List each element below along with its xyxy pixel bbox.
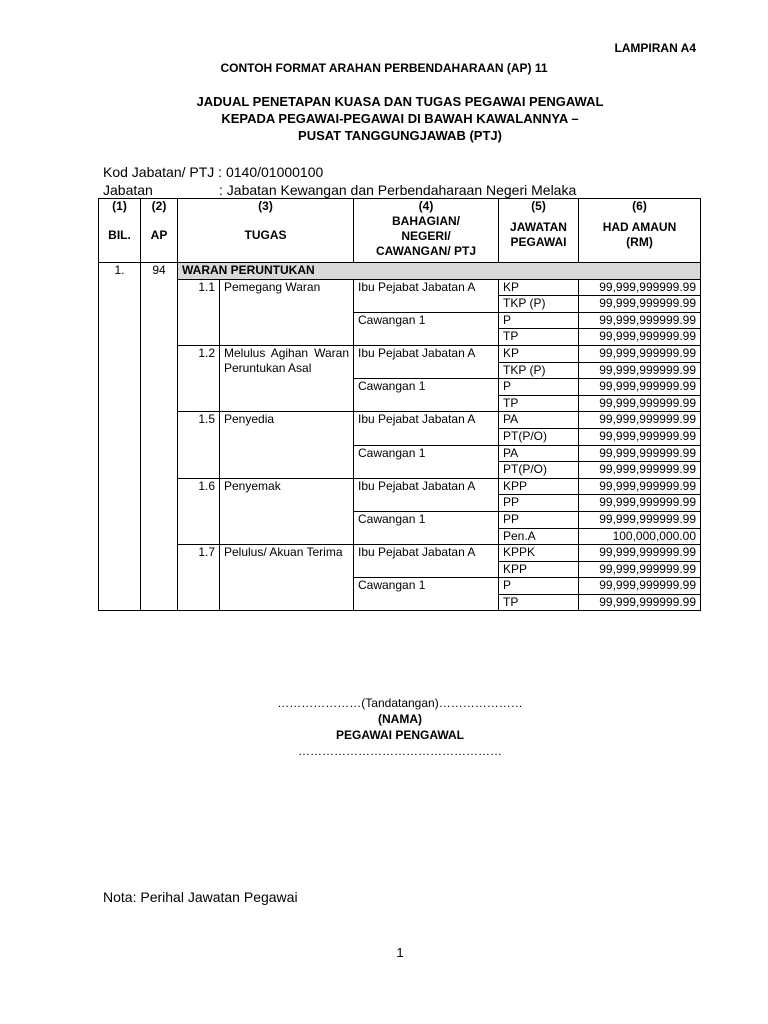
amount-limit: 99,999,999999.99 [579, 578, 701, 595]
department-name-row [103, 181, 576, 199]
document-title [0, 93, 768, 144]
task-name: Melulus Agihan Waran Peruntukan Asal [220, 345, 354, 411]
table-row [99, 478, 701, 495]
position-code: TP [499, 395, 579, 412]
position-code: PT(P/O) [499, 428, 579, 445]
task-name: Penyemak [220, 478, 354, 544]
unit-name: Ibu Pejabat Jabatan A [354, 279, 499, 312]
attachment-label: LAMPIRAN A4 [614, 41, 696, 55]
table-body [99, 263, 701, 611]
position-code: PT(P/O) [499, 462, 579, 479]
title-line-3: PUSAT TANGGUNGJAWAB (PTJ) [298, 128, 502, 143]
table-header-row [99, 199, 701, 263]
unit-name: Cawangan 1 [354, 312, 499, 345]
position-code: KPPK [499, 545, 579, 562]
table-row [99, 545, 701, 562]
amount-limit: 99,999,999999.99 [579, 296, 701, 313]
unit-name: Cawangan 1 [354, 511, 499, 544]
amount-limit: 99,999,999999.99 [579, 511, 701, 528]
section-row [99, 263, 701, 280]
task-number: 1.5 [178, 412, 220, 478]
table-row [99, 279, 701, 296]
amount-limit: 99,999,999999.99 [579, 412, 701, 429]
format-title: CONTOH FORMAT ARAHAN PERBENDAHARAAN (AP) 11 [220, 61, 548, 75]
department-label: Jabatan [103, 182, 153, 198]
signature-name: (NAMA) [378, 712, 422, 726]
table-row [99, 345, 701, 362]
task-number: 1.6 [178, 478, 220, 544]
amount-limit: 99,999,999999.99 [579, 428, 701, 445]
amount-limit: 100,000,000.00 [579, 528, 701, 545]
position-code: TKP (P) [499, 296, 579, 313]
page-number: 1 [396, 945, 404, 960]
task-name: Penyedia [220, 412, 354, 478]
amount-limit: 99,999,999999.99 [579, 329, 701, 346]
header-had-amaun: (6) HAD AMAUN (RM) [579, 199, 701, 263]
department-name: : Jabatan Kewangan dan Perbendaharaan Negeri Melaka [219, 182, 577, 198]
unit-name: Ibu Pejabat Jabatan A [354, 412, 499, 445]
cell-bil: 1. [99, 263, 141, 611]
amount-limit: 99,999,999999.99 [579, 445, 701, 462]
unit-name: Cawangan 1 [354, 445, 499, 478]
title-line-2: KEPADA PEGAWAI-PEGAWAI DI BAWAH KAWALANNYA – [221, 111, 579, 126]
title-line-1: JADUAL PENETAPAN KUASA DAN TUGAS PEGAWAI PENGAWAL [196, 94, 604, 109]
position-code: PA [499, 412, 579, 429]
unit-name: Cawangan 1 [354, 379, 499, 412]
position-code: P [499, 312, 579, 329]
amount-limit: 99,999,999999.99 [579, 379, 701, 396]
table-row [99, 412, 701, 429]
note: Nota: Perihal Jawatan Pegawai [103, 889, 298, 905]
amount-limit: 99,999,999999.99 [579, 594, 701, 611]
unit-name: Ibu Pejabat Jabatan A [354, 478, 499, 511]
amount-limit: 99,999,999999.99 [579, 495, 701, 512]
header-tugas: (3) TUGAS [178, 199, 354, 263]
task-name: Pelulus/ Akuan Terima [220, 545, 354, 611]
department-code: Kod Jabatan/ PTJ : 0140/01000100 [103, 164, 324, 180]
position-code: P [499, 578, 579, 595]
position-code: TP [499, 594, 579, 611]
authority-table [98, 198, 701, 611]
task-number: 1.2 [178, 345, 220, 411]
header-bahagian: (4) BAHAGIAN/ NEGERI/ CAWANGAN/ PTJ [354, 199, 499, 263]
amount-limit: 99,999,999999.99 [579, 362, 701, 379]
task-number: 1.1 [178, 279, 220, 345]
amount-limit: 99,999,999999.99 [579, 462, 701, 479]
cell-ap: 94 [141, 263, 178, 611]
position-code: PP [499, 511, 579, 528]
position-code: KPP [499, 561, 579, 578]
header-jawatan: (5) JAWATAN PEGAWAI [499, 199, 579, 263]
amount-limit: 99,999,999999.99 [579, 545, 701, 562]
position-code: Pen.A [499, 528, 579, 545]
signature-dots: …………………………………………… [298, 744, 502, 758]
section-title: WARAN PERUNTUKAN [178, 263, 701, 280]
amount-limit: 99,999,999999.99 [579, 478, 701, 495]
position-code: KP [499, 345, 579, 362]
position-code: P [499, 379, 579, 396]
task-name: Pemegang Waran [220, 279, 354, 345]
position-code: TP [499, 329, 579, 346]
amount-limit: 99,999,999999.99 [579, 312, 701, 329]
signature-line: …………………(Tandatangan)………………… [277, 696, 523, 710]
position-code: KP [499, 279, 579, 296]
amount-limit: 99,999,999999.99 [579, 345, 701, 362]
position-code: PA [499, 445, 579, 462]
signature-position: PEGAWAI PENGAWAL [335, 728, 464, 742]
position-code: KPP [499, 478, 579, 495]
task-number: 1.7 [178, 545, 220, 611]
amount-limit: 99,999,999999.99 [579, 561, 701, 578]
amount-limit: 99,999,999999.99 [579, 279, 701, 296]
unit-name: Ibu Pejabat Jabatan A [354, 345, 499, 378]
department-info [103, 163, 576, 199]
header-bil: (1) BIL. [99, 199, 141, 263]
unit-name: Cawangan 1 [354, 578, 499, 611]
header-ap: (2) AP [141, 199, 178, 263]
unit-name: Ibu Pejabat Jabatan A [354, 545, 499, 578]
position-code: PP [499, 495, 579, 512]
position-code: TKP (P) [499, 362, 579, 379]
amount-limit: 99,999,999999.99 [579, 395, 701, 412]
